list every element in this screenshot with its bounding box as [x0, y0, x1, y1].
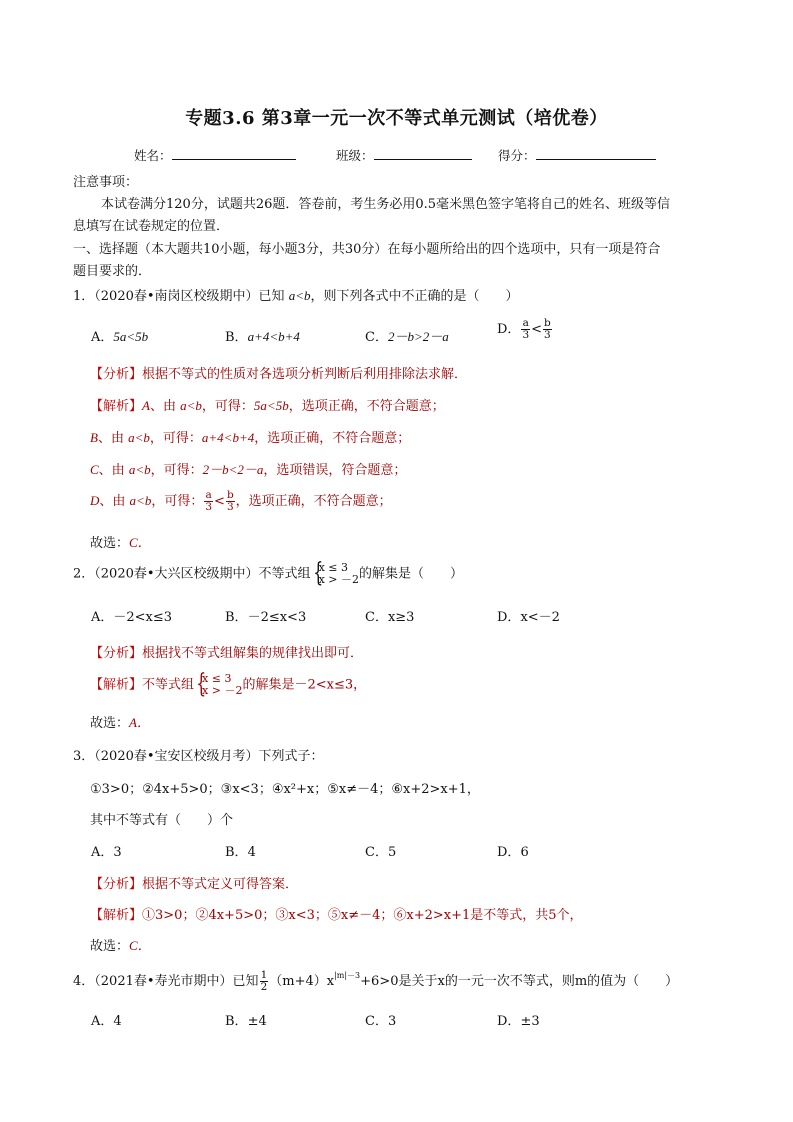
q3-option-c[interactable]: C．5 [365, 845, 397, 860]
question-source: （2020春•宝安区校级月考） [94, 749, 259, 764]
solution-tag: 【解析】 [90, 677, 143, 693]
q1-solution-c: C、由 a<b，可得：2－b<2－a，选项错误，符合题意； [90, 462, 407, 478]
class-field [336, 146, 472, 164]
q1-analysis: 【分析】根据不等式的性质对各选项分析判断后利用排除法求解． [90, 367, 468, 382]
fraction: $\frac{a}{3}$ [205, 489, 213, 513]
question-source: （2020春•南岗区校级期中） [94, 289, 259, 304]
page-title: 专题3.6 第3章一元一次不等式单元测试（培优卷） [185, 108, 608, 129]
analysis-tag: 【分析】 [90, 367, 143, 382]
analysis-tag: 【分析】 [90, 877, 143, 892]
q2-option-d[interactable]: D．x<－2 [497, 610, 560, 625]
q1-solution-b: B、由 a<b，可得：a+4<b+4，选项正确，不符合题意； [90, 430, 411, 446]
q3-items: ①3>0；②4x+5>0；③x<3；④x²+x；⑤x≠－4；⑥x+2>x+1， [90, 782, 480, 797]
q1-answer: 故选：C． [90, 535, 151, 551]
fraction: $\frac{1}{2}$ [260, 969, 268, 993]
solution-tag: 【解析】 [90, 908, 143, 923]
notice-line-1: 本试卷满分120分，试题共26题．答卷前，考生务必用0.5毫米黑色签字笔将自己的姓名、班级等信 [101, 197, 671, 212]
solution-tag: 【解析】 [90, 399, 143, 414]
q2-option-b[interactable]: B．－2≤x<3 [225, 610, 307, 625]
q3-option-b[interactable]: B．4 [225, 845, 256, 860]
q3-answer: 故选：C． [90, 938, 151, 954]
inequality-system: { x ≤ 3 x > －2 [311, 562, 359, 586]
score-blank[interactable] [536, 147, 656, 160]
fraction: $\frac{b}{3}$ [544, 317, 551, 341]
q3-stem-2: 其中不等式有（ ）个 [90, 813, 234, 828]
name-field [134, 146, 296, 164]
fraction: $\frac{a}{3}$ [522, 317, 530, 341]
analysis-tag: 【分析】 [90, 646, 143, 661]
q1-option-d[interactable]: D． $\frac{a}{3}$ < $\frac{b}{3}$ [497, 317, 551, 341]
fraction: $\frac{b}{3}$ [226, 489, 234, 513]
q1-option-a[interactable]: A．5a<5b [91, 329, 149, 345]
q2-option-c[interactable]: C．x≥3 [365, 610, 415, 625]
q3-analysis: 【分析】根据不等式定义可得答案． [90, 877, 299, 892]
question-source: （2020春•大兴区校级期中） [94, 566, 259, 582]
notice-line-2: 息填写在试卷规定的位置． [73, 219, 230, 234]
q2-analysis: 【分析】根据找不等式组解集的规律找出即可． [90, 646, 364, 661]
section-line-1: 一、选择题（本大题共10小题，每小题3分，共30分）在每小题所给出的四个选项中，只有一项是符合 [73, 242, 661, 257]
notice-heading: 注意事项： [73, 175, 139, 190]
question-4-stem: 4．（2021春•寿光市期中）已知 $\frac{1}{2}$ $(m+4)x^{|m|-3}+6>0$是关于x的一元一次不等式，则m的值为（ ） [73, 969, 679, 993]
q1-solution-d: D、由 a<b，可得： $\frac{a}{3}$ < $\frac{b}{3}$ ，选项正确，不符合题意； [90, 489, 392, 513]
question-3-stem: 3．（2020春•宝安区校级月考）下列式子： [73, 749, 324, 764]
class-label: 班级： [336, 148, 374, 163]
name-label: 姓名： [134, 148, 172, 163]
q1-option-c[interactable]: C．2－b>2－a [365, 329, 449, 345]
section-line-2: 题目要求的． [73, 264, 152, 279]
q4-option-b[interactable]: B．±4 [225, 1014, 267, 1029]
q4-option-d[interactable]: D．±3 [497, 1014, 540, 1029]
name-blank[interactable] [172, 147, 296, 160]
question-1-stem: 1．（2020春•南岗区校级期中）已知 a<b，则下列各式中不正确的是（ ） [73, 288, 519, 304]
q3-option-a[interactable]: A．3 [91, 845, 122, 860]
q2-option-a[interactable]: A．－2<x≤3 [91, 610, 173, 625]
question-2-stem: 2．（2020春•大兴区校级期中）不等式组 { x ≤ 3 x > －2 的解集是（ ） [73, 562, 463, 586]
q2-answer: 故选：A． [90, 715, 150, 731]
q3-option-d[interactable]: D．6 [497, 845, 529, 860]
q2-solution: 【解析】不等式组 { x ≤ 3 x > －2 的解集是－2<x≤3， [90, 673, 366, 697]
class-blank[interactable] [374, 147, 472, 160]
q1-option-b[interactable]: B．a+4<b+4 [225, 329, 300, 345]
question-source: （2021春•寿光市期中） [94, 974, 233, 989]
inequality-system: { x ≤ 3 x > －2 [194, 673, 242, 697]
q3-solution: 【解析】①3>0；②4x+5>0；③x<3；⑤x≠－4；⑥x+2>x+1是不等式，共5个， [90, 908, 583, 923]
q1-solution-a: 【解析】A、由 a<b，可得：5a<5b，选项正确，不符合题意； [90, 398, 445, 414]
score-label: 得分： [498, 148, 536, 163]
q4-option-a[interactable]: A．4 [91, 1014, 122, 1029]
q4-option-c[interactable]: C．3 [365, 1014, 397, 1029]
score-field [498, 146, 656, 164]
